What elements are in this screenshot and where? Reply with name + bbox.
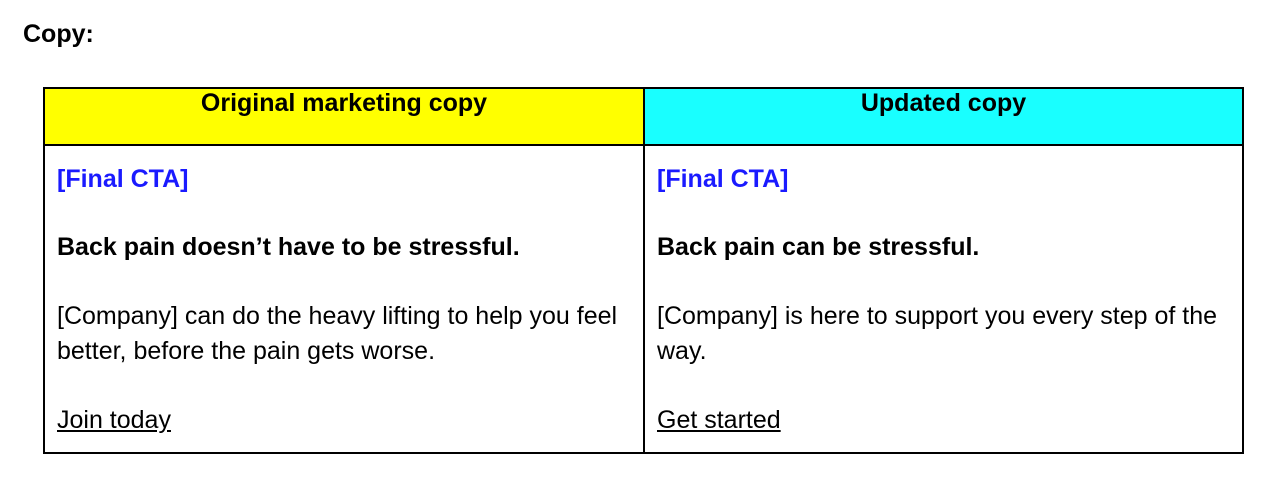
header-original-copy: Original marketing copy [44, 88, 644, 145]
final-cta-tag: [Final CTA] [57, 165, 189, 193]
copy-headline: Back pain doesn’t have to be stressful. [57, 233, 520, 261]
section-heading: Copy: [23, 20, 94, 48]
join-today-link[interactable]: Join today [57, 406, 171, 434]
updated-copy-cell [644, 145, 1243, 453]
original-copy-cell [44, 145, 644, 453]
table-header-row [44, 88, 1243, 145]
table-row [44, 145, 1243, 453]
get-started-link[interactable]: Get started [657, 406, 781, 434]
copy-body: [Company] can do the heavy lifting to help you feel better, before the pain gets worse. [57, 302, 618, 365]
copy-body: [Company] is here to support you every step of the way. [657, 302, 1218, 365]
copy-headline: Back pain can be stressful. [657, 233, 980, 261]
header-updated-copy: Updated copy [644, 88, 1243, 145]
copy-comparison-table [43, 87, 1244, 454]
final-cta-tag: [Final CTA] [657, 165, 789, 193]
